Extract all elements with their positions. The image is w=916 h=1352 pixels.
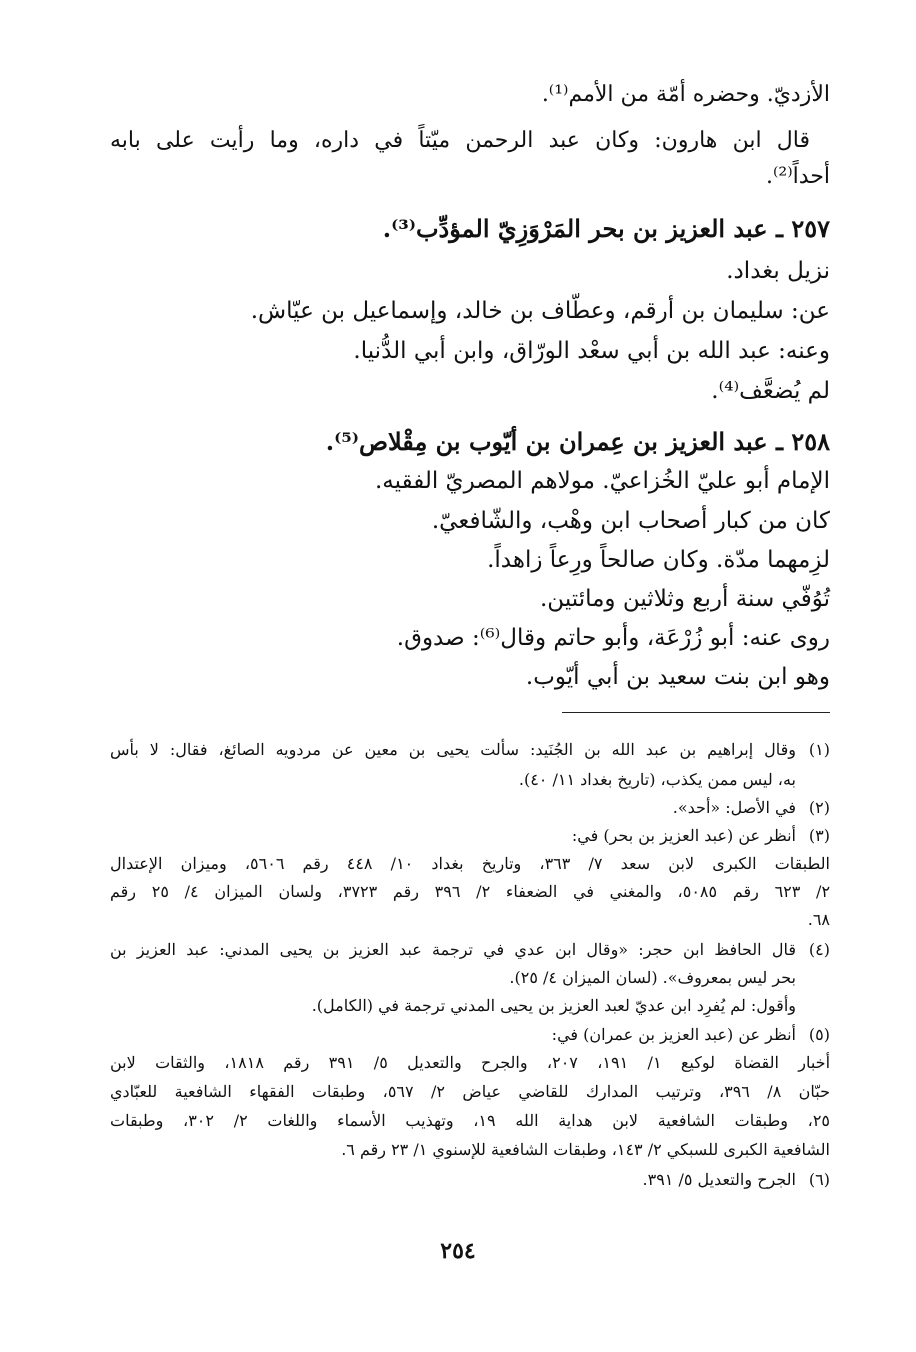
- text-line: نزيل بغداد.: [726, 258, 830, 284]
- text-line: وهو ابن بنت سعيد بن أبي أيّوب.: [525, 664, 830, 690]
- footnote-line: أخبار القضاة لوكيع ١/ ١٩١، ٢٠٧، والجرح والتعديل ٥/ ٣٩١ رقم ١٨١٨، والثقات لابن: [110, 1053, 831, 1072]
- footnote-line: في الأصل: «أحد».: [672, 798, 796, 817]
- entry-heading-257: ٢٥٧ ـ عبد العزيز بن بحر المَرْوَزِيّ المؤدِّب⁽³⁾.: [382, 214, 830, 243]
- footnote-number: (١): [808, 740, 830, 759]
- footnote-number: (٤): [808, 940, 830, 959]
- text-line: قال ابن هارون: وكان عبد الرحمن ميّتاً في داره، وما رأيت على بابه: [110, 128, 810, 153]
- footnote-line: بحر ليس بمعروف». (لسان الميزان ٤/ ٢٥).: [509, 968, 796, 987]
- text-line: الأزديّ. وحضره أمّة من الأمم⁽¹⁾.: [541, 82, 830, 107]
- footnote-divider: [562, 712, 830, 713]
- footnote-line: ٢/ ٦٢٣ رقم ٥٠٨٥، والمغني في الضعفاء ٢/ ٣٩٦ رقم ٣٧٢٣، ولسان الميزان ٤/ ٢٥ رقم: [110, 882, 831, 901]
- footnote-line: ٢٥، وطبقات الشافعية لابن هداية الله ١٩، وتهذيب الأسماء واللغات ٢/ ٣٠٢، وطبقات: [110, 1111, 831, 1130]
- footnote-number: (٥): [808, 1025, 830, 1044]
- footnote-line: وأقول: لم يُفرِد ابن عديّ لعبد العزيز بن يحيى المدني ترجمة في (الكامل).: [311, 996, 796, 1015]
- footnote-line: ٦٨.: [807, 910, 830, 929]
- entry-heading-258: ٢٥٨ ـ عبد العزيز بن عِمران بن أيّوب بن مِقْلاص⁽⁵⁾.: [325, 427, 830, 456]
- footnote-line: الجرح والتعديل ٥/ ٣٩١.: [642, 1170, 796, 1189]
- footnote-line: به، ليس ممن يكذب، (تاريخ بغداد ١١/ ٤٠).: [518, 770, 796, 789]
- footnote-number: (٢): [808, 798, 830, 817]
- text-line: كان من كبار أصحاب ابن وهْب، والشّافعيّ.: [431, 508, 830, 534]
- footnote-number: (٣): [808, 826, 830, 845]
- text-line: لم يُضعَّف⁽⁴⁾.: [711, 378, 830, 404]
- footnote-number: (٦): [808, 1170, 830, 1189]
- text-line: لزِمهما مدّة. وكان صالحاً ورِعاً زاهداً.: [487, 547, 830, 573]
- footnote-line: حبّان ٨/ ٣٩٦، وترتيب المدارك للقاضي عياض ٢/ ٥٦٧، وطبقات الفقهاء الشافعية للعبّادي: [110, 1082, 831, 1101]
- text-line: أحداً⁽²⁾.: [765, 164, 830, 189]
- page-number: ٢٥٤: [440, 1238, 476, 1264]
- footnote-line: قال الحافظ ابن حجر: «وقال ابن عدي في ترجمة عبد العزيز بن يحيى المدني: عبد العزيز بن: [110, 940, 796, 959]
- text-line: روى عنه: أبو زُرْعَة، وأبو حاتم وقال⁽⁶⁾: صدوق.: [396, 625, 830, 651]
- footnote-line: أنظر عن (عبد العزيز بن بحر) في:: [571, 826, 796, 845]
- footnote-line: الشافعية الكبرى للسبكي ٢/ ١٤٣، وطبقات الشافعية للإسنوي ١/ ٢٣ رقم ٦.: [341, 1140, 830, 1159]
- text-line: تُوُفّي سنة أربع وثلاثين ومائتين.: [540, 586, 830, 612]
- text-line: عن: سليمان بن أرقم، وعطّاف بن خالد، وإسماعيل بن عيّاش.: [250, 298, 830, 324]
- text-line: وعنه: عبد الله بن أبي سعْد الورّاق، وابن أبي الدُّنيا.: [353, 338, 830, 364]
- footnote-line: الطبقات الكبرى لابن سعد ٧/ ٣٦٣، وتاريخ بغداد ١٠/ ٤٤٨ رقم ٥٦٠٦، وميزان الإعتدال: [110, 854, 830, 873]
- footnote-line: أنظر عن (عبد العزيز بن عمران) في:: [551, 1025, 796, 1044]
- text-line: الإمام أبو عليّ الخُزاعيّ. مولاهم المصريّ الفقيه.: [375, 468, 830, 494]
- footnote-line: وقال إبراهيم بن عبد الله بن الجُنَيد: سألت يحيى بن معين عن مردويه الصائغ، فقال: لا بأس: [110, 740, 796, 759]
